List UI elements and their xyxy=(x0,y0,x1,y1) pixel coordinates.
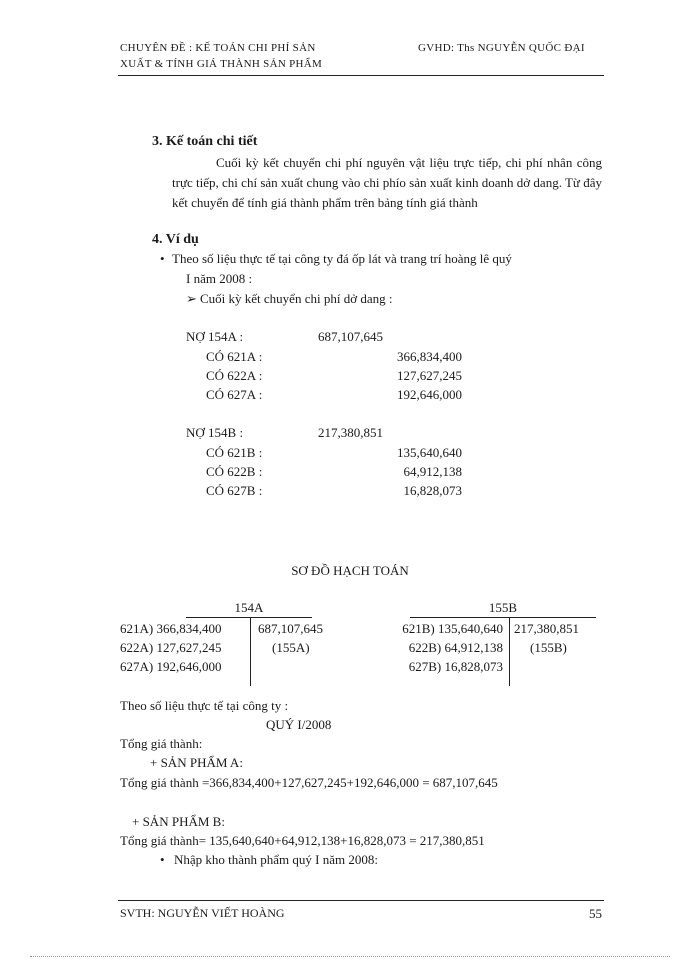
t-account-b-debit: 621B) 135,640,640 xyxy=(402,621,503,636)
t-account-b-credit-value: 217,380,851 xyxy=(514,621,579,636)
t-account-b-credit-ref: (155B) xyxy=(530,640,567,655)
header-title-line1: CHUYÊN ĐỀ : KẾ TOÁN CHI PHÍ SẢN xyxy=(120,42,316,54)
entry-a-debit-value: 687,107,645 xyxy=(318,329,383,344)
summary-total-a: Tổng giá thành =366,834,400+127,627,245+192,646,000 = 687,107,645 xyxy=(120,775,498,790)
bullet-icon: • xyxy=(160,852,165,867)
entry-a-credit-label: CÓ 627A : xyxy=(206,387,263,402)
section4-title: 4. Ví dụ xyxy=(152,232,199,247)
t-account-b-title: 155B xyxy=(410,600,596,618)
footer-rule xyxy=(118,900,604,901)
header-instructor: GVHD: Ths NGUYỄN QUỐC ĐẠI xyxy=(418,42,585,54)
header-title-line2: XUẤT & TÍNH GIÁ THÀNH SẢN PHẨM xyxy=(120,58,323,70)
t-account-a-debit: 627A) 192,646,000 xyxy=(120,659,222,674)
summary-period: QUÝ I/2008 xyxy=(266,717,332,732)
t-account-a-credit-ref: (155A) xyxy=(272,640,310,655)
t-account-b-divider xyxy=(509,617,510,686)
t-account-b-debit: 627B) 16,828,073 xyxy=(408,659,503,674)
example-intro-line2: I năm 2008 : xyxy=(186,271,253,286)
t-account-a-debit: 621A) 366,834,400 xyxy=(120,621,222,636)
footer-author: SVTH: NGUYỄN VIẾT HOÀNG xyxy=(120,906,285,920)
entry-b-credit-value: 135,640,640 xyxy=(397,445,462,460)
header-rule xyxy=(118,75,604,76)
t-account-a-title: 154A xyxy=(186,600,312,618)
entry-b-credit-label: CÓ 627B : xyxy=(206,483,263,498)
entry-a-credit-label: CÓ 622A : xyxy=(206,368,263,383)
summary-bullet: Nhập kho thành phẩm quý I năm 2008: xyxy=(174,852,378,867)
page-number: 55 xyxy=(589,906,602,921)
entry-a-credit-value: 366,834,400 xyxy=(397,349,462,364)
arrow-bullet-icon: ➢ xyxy=(186,291,197,306)
entry-b-credit-label: CÓ 622B : xyxy=(206,464,263,479)
t-account-a-credit-value: 687,107,645 xyxy=(258,621,323,636)
section3-title: 3. Kế toán chi tiết xyxy=(152,134,258,149)
entry-a-credit-label: CÓ 621A : xyxy=(206,349,263,364)
t-account-a-divider xyxy=(250,617,251,686)
entry-b-credit-label: CÓ 621B : xyxy=(206,445,263,460)
example-intro-line1: Theo số liệu thực tế tại công ty đá ốp lát và trang trí hoàng lê quý xyxy=(172,251,512,266)
entry-a-credit-value: 192,646,000 xyxy=(397,387,462,402)
t-account-a-debit: 622A) 127,627,245 xyxy=(120,640,222,655)
entry-a-debit-label: NỢ 154A : xyxy=(186,329,244,344)
bullet-icon: • xyxy=(160,251,165,266)
summary-product-a: + SẢN PHẨM A: xyxy=(150,755,243,770)
diagram-title: SƠ ĐỒ HẠCH TOÁN xyxy=(291,563,409,578)
entry-b-credit-value: 16,828,073 xyxy=(403,483,462,498)
summary-total-label: Tổng giá thành: xyxy=(120,736,203,751)
t-account-b-debit: 622B) 64,912,138 xyxy=(408,640,503,655)
bottom-dotted-rule xyxy=(30,956,670,957)
entry-a-credit-value: 127,627,245 xyxy=(397,368,462,383)
entry-b-credit-value: 64,912,138 xyxy=(403,464,462,479)
example-sub-bullet: Cuối kỳ kết chuyển chi phí dở dang : xyxy=(200,291,393,306)
entry-b-debit-label: NỢ 154B : xyxy=(186,425,244,440)
summary-total-b: Tổng giá thành= 135,640,640+64,912,138+16,828,073 = 217,380,851 xyxy=(120,833,485,848)
entry-b-debit-value: 217,380,851 xyxy=(318,425,383,440)
section3-paragraph: Cuối kỳ kết chuyển chi phí nguyên vật liệu trực tiếp, chi phí nhân công trực tiếp, chi chí sản xuất chung vào chi phío sản xuất kinh doanh dở dang. Từ đây kết chuyển để tính giá thành phẩm trên bảng tính giá thành xyxy=(172,155,602,210)
summary-intro: Theo số liệu thực tế tại công ty : xyxy=(120,698,289,713)
summary-product-b: + SẢN PHẨM B: xyxy=(132,814,225,829)
